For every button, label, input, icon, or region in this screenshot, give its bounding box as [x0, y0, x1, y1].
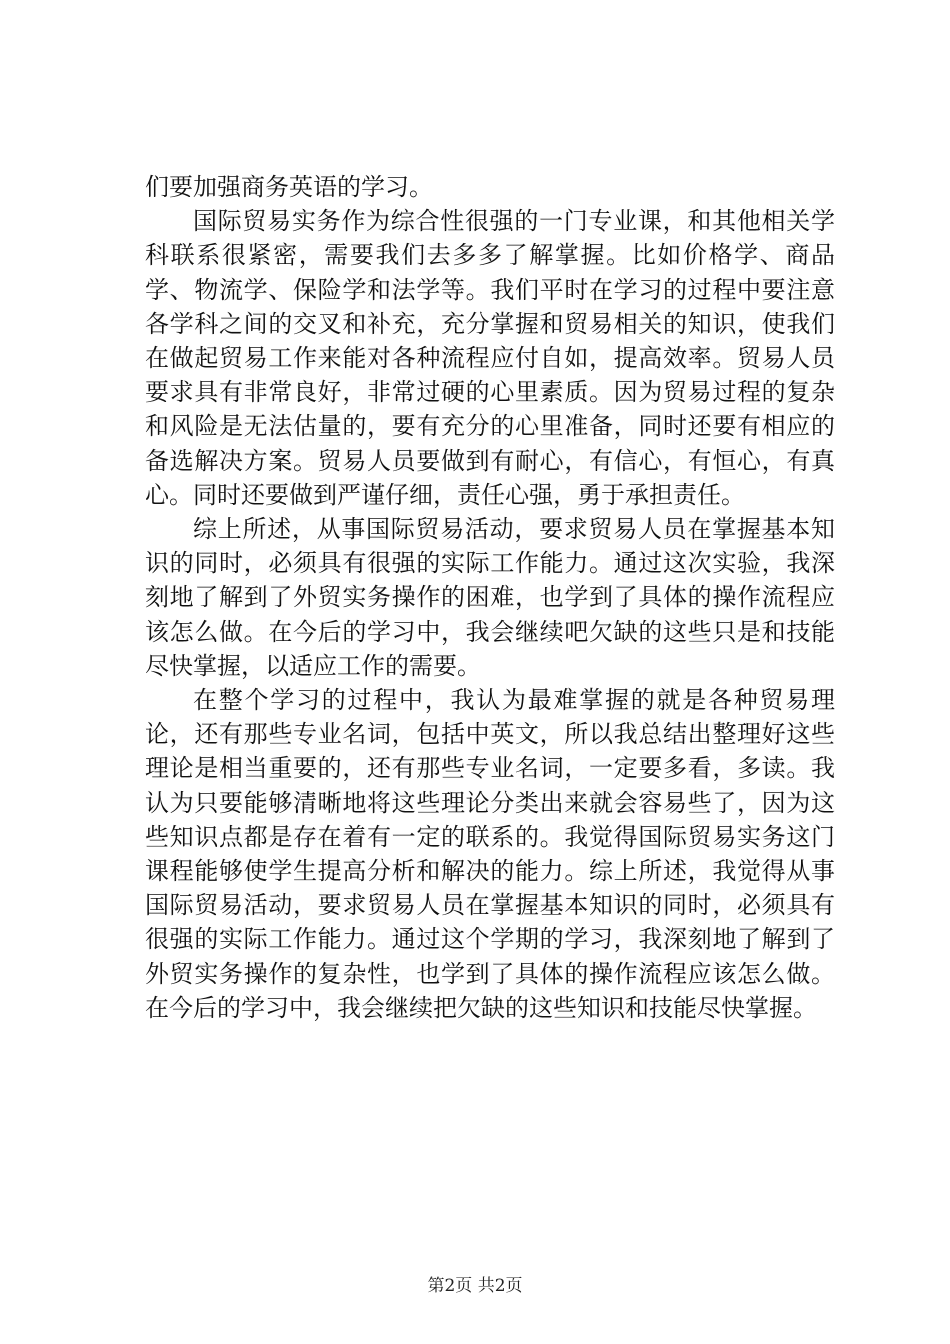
paragraph-continuation: 们要加强商务英语的学习。	[145, 173, 433, 201]
paragraph-trade-practice: 国际贸易实务作为综合性很强的一门专业课，和其他相关学科联系很紧密，需要我们去多多了解掌握。比如价格学、商品学、物流学、保险学和法学等。我们平时在学习的过程中要注意各学科之间的交叉和补充，充分掌握和贸易相关的知识，使我们在做起贸易工作来能对各种流程应付自如，提高效率。贸易人员要求具有非常良好，非常过硬的心里素质。因为贸易过程的复杂和风险是无法估量的，要有充分的心里准备，同时还要有相应的备选解决方案。贸易人员要做到有耐心，有信心，有恒心，有真心。同时还要做到严谨仔细，责任心强，勇于承担责任。	[145, 207, 835, 509]
paragraph-summary: 综上所述，从事国际贸易活动，要求贸易人员在掌握基本知识的同时，必须具有很强的实际工作能力。通过这次实验，我深刻地了解到了外贸实务操作的困难，也学到了具体的操作流程应该怎么做。在今后的学习中，我会继续吧欠缺的这些只是和技能尽快掌握，以适应工作的需要。	[145, 515, 835, 680]
page-number-footer: 第2页 共2页	[427, 1276, 523, 1296]
document-body	[145, 170, 835, 1025]
paragraph-reflection: 在整个学习的过程中，我认为最难掌握的就是各种贸易理论，还有那些专业名词，包括中英文，所以我总结出整理好这些理论是相当重要的，还有那些专业名词，一定要多看，多读。我认为只要能够清晰地将这些理论分类出来就会容易些了，因为这些知识点都是存在着有一定的联系的。我觉得国际贸易实务这门课程能够使学生提高分析和解决的能力。综上所述，我觉得从事国际贸易活动，要求贸易人员在掌握基本知识的同时，必须具有很强的实际工作能力。通过这个学期的学习，我深刻地了解到了外贸实务操作的复杂性，也学到了具体的操作流程应该怎么做。在今后的学习中，我会继续把欠缺的这些知识和技能尽快掌握。	[145, 686, 835, 1022]
